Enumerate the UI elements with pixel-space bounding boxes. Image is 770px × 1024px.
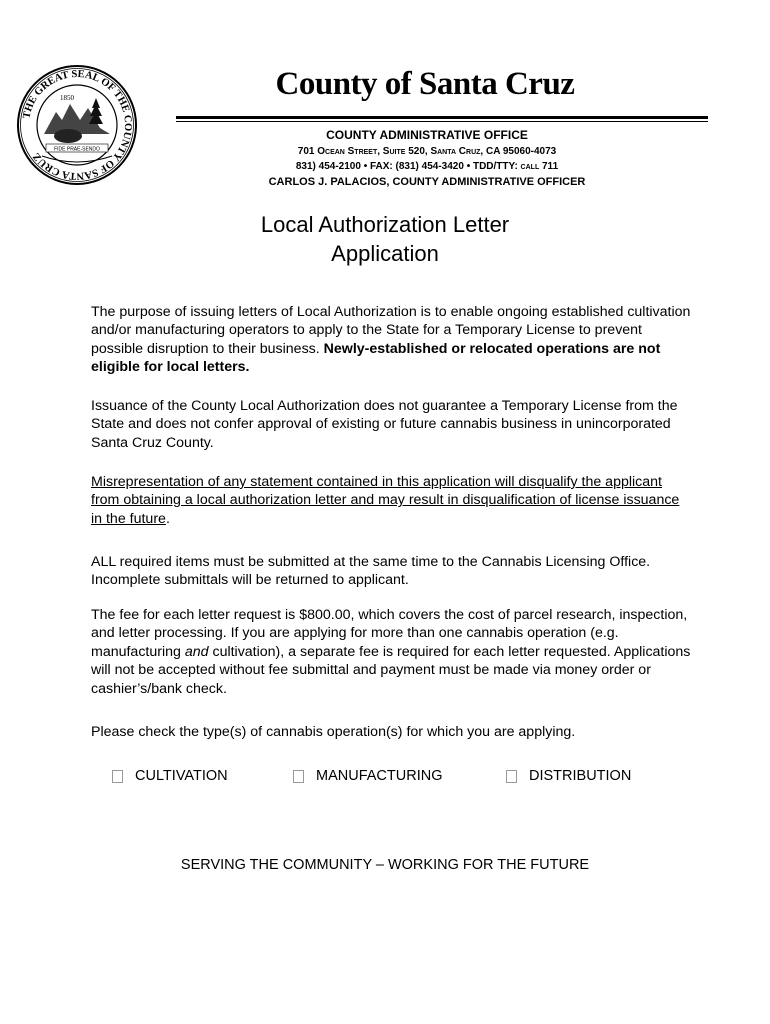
page-title: County of Santa Cruz <box>275 66 575 102</box>
county-seal-logo <box>16 64 138 186</box>
eligibility-notice: Newly-established or relocated operations are not eligible for local letters. <box>91 340 661 376</box>
operation-type-instruction: Please check the type(s) of cannabis operation(s) for which you are applying. <box>91 724 576 740</box>
fee-paragraph: The fee for each letter request is $800.00, which covers the cost of parcel research, inspection, and letter processing. If you are applying for more than one cannabis operation (e.g. manufacturing and cultivation), a separate fee is required for each letter requested. Applications will not be accepted without fee submittal and payment must be made via money order or cashier’s/bank check. <box>91 607 691 697</box>
distribution-option[interactable] <box>506 768 631 784</box>
cultivation-checkbox[interactable] <box>112 770 123 783</box>
office-address: 701 Ocean Street, Suite 520, Santa Cruz, CA 95060-4073 <box>297 146 557 157</box>
misrepresentation-paragraph: Misrepresentation of any statement contained in this application will disqualify the applicant from obtaining a local authorization letter and may result in disqualification of license issuance in the future. <box>91 474 680 527</box>
officer-name: CARLOS J. PALACIOS, COUNTY ADMINISTRATIVE OFFICER <box>268 176 586 188</box>
document-title <box>170 210 600 268</box>
office-contact: 831) 454-2100 • FAX: (831) 454-3420 • TDD/TTY: call 711 <box>295 161 559 172</box>
misrepresentation-warning: Misrepresentation of any statement contained in this application will disqualify the applicant from obtaining a local authorization letter and may result in disqualification of license issuance in the future <box>91 474 680 527</box>
distribution-label: DISTRIBUTION <box>529 768 632 784</box>
seal-motto: FIDE PRAE-SENDO <box>54 146 100 153</box>
document-title-line2: Application <box>331 241 439 266</box>
seal-year: 1850 <box>60 94 74 102</box>
header-rule-thin <box>176 121 708 122</box>
seal-ring-text: THE GREAT SEAL OF THE COUNTY OF SANTA CRUZ <box>21 68 134 182</box>
document-title-line1: Local Authorization Letter <box>260 212 510 237</box>
manufacturing-option[interactable] <box>293 768 442 784</box>
purpose-paragraph <box>91 303 691 377</box>
cultivation-label: CULTIVATION <box>135 768 228 784</box>
cultivation-option[interactable] <box>112 768 228 784</box>
header-rule-thick <box>176 116 708 119</box>
requirements-paragraph: ALL required items must be submitted at the same time to the Cannabis Licensing Office. Incomplete submittals will be returned to applicant. <box>91 554 651 589</box>
manufacturing-label: MANUFACTURING <box>316 768 443 784</box>
office-name: COUNTY ADMINISTRATIVE OFFICE <box>326 128 528 142</box>
manufacturing-checkbox[interactable] <box>293 770 304 783</box>
footer-slogan: SERVING THE COMMUNITY – WORKING FOR THE FUTURE <box>180 857 590 873</box>
purpose-text: The purpose of issuing letters of Local Authorization is to enable ongoing established cultivation and/or manufacturing operators to apply to the State for a Temporary License to prevent possible disruption to their business. <box>91 304 691 357</box>
issuance-paragraph: Issuance of the County Local Authorization does not guarantee a Temporary License from the State and does not confer approval of existing or future cannabis business in unincorporated Santa Cruz County. <box>91 398 678 451</box>
distribution-checkbox[interactable] <box>506 770 517 783</box>
